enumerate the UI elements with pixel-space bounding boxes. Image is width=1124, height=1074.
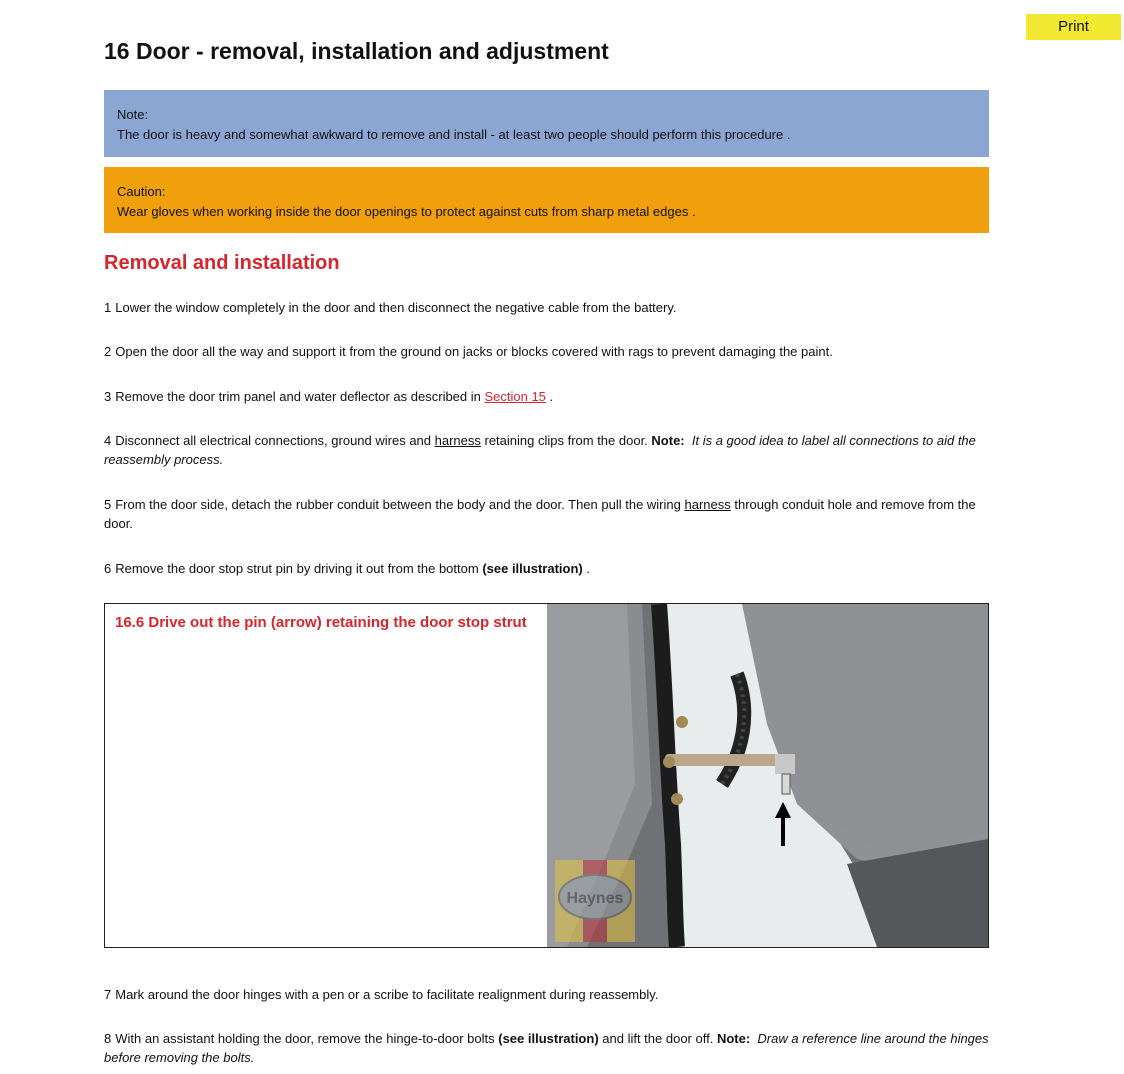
harness-term: harness [434, 433, 481, 448]
step-text-cont: retaining clips from the door. [480, 433, 652, 448]
step-text: Mark around the door hinges with a pen or a scribe to facilitate realignment during reassembly. [115, 987, 659, 1002]
page-title: 16 Door - removal, installation and adjustment [104, 38, 609, 64]
step-text: Disconnect all electrical connections, ground wires and [115, 433, 435, 448]
step-5 [104, 495, 989, 533]
step-text-cont: through conduit hole and remove from the door. [104, 497, 976, 531]
caution-label: Caution: [117, 184, 166, 199]
svg-text:Haynes: Haynes [566, 890, 624, 907]
step-2 [104, 342, 989, 361]
see-illustration-ref: (see illustration) [498, 1031, 603, 1046]
step-1 [104, 298, 989, 317]
step-3 [104, 387, 989, 406]
door-stop-strut-photo [547, 604, 988, 947]
step-number: 6 [104, 561, 112, 576]
step-6 [104, 559, 989, 578]
step-text-cont: and lift the door off. [602, 1031, 717, 1046]
step-number: 7 [104, 987, 112, 1002]
step-7 [104, 985, 989, 1004]
step-number: 1 [104, 300, 112, 315]
note-inline-text: Draw a reference line around the hinges before removing the bolts. [104, 1031, 989, 1065]
see-illustration-ref: (see illustration) [482, 561, 587, 576]
caution-box [104, 167, 989, 233]
note-text: The door is heavy and somewhat awkward to remove and install - at least two people should perform this procedure . [117, 127, 791, 142]
step-number: 2 [104, 344, 112, 359]
step-number: 3 [104, 389, 112, 404]
figure-caption: 16.6 Drive out the pin (arrow) retaining the door stop strut [115, 614, 527, 631]
note-box [104, 90, 989, 157]
door-stop-strut-illustration [547, 604, 988, 947]
figure-16-6 [104, 603, 989, 948]
step-text: From the door side, detach the rubber conduit between the body and the door. Then pull the wiring [115, 497, 685, 512]
note-inline-label: Note: [651, 433, 685, 448]
step-8 [104, 1029, 989, 1067]
step-text-end: . [586, 561, 590, 576]
section-15-link[interactable]: Section 15 [484, 389, 546, 404]
step-number: 4 [104, 433, 112, 448]
note-inline-label: Note: [716, 1031, 751, 1046]
print-button[interactable]: Print [1026, 14, 1121, 40]
section-heading: Removal and installation [104, 252, 340, 274]
step-text: Remove the door trim panel and water deflector as described in [115, 389, 485, 404]
harness-term: harness [684, 497, 731, 512]
step-number: 5 [104, 497, 112, 512]
step-number: 8 [104, 1031, 112, 1046]
note-inline-text: It is a good idea to label all connections to aid the reassembly process. [104, 433, 976, 467]
note-label: Note: [117, 107, 149, 122]
step-text: Open the door all the way and support it from the ground on jacks or blocks covered with rags to prevent damaging the paint. [115, 344, 833, 359]
caution-text: Wear gloves when working inside the door openings to protect against cuts from sharp metal edges . [117, 204, 696, 219]
step-4 [104, 431, 989, 469]
haynes-logo [555, 860, 635, 942]
step-text: Lower the window completely in the door and then disconnect the negative cable from the battery. [115, 300, 677, 315]
step-text: With an assistant holding the door, remove the hinge-to-door bolts [115, 1031, 499, 1046]
step-text-end: . [545, 389, 554, 404]
step-text: Remove the door stop strut pin by driving it out from the bottom [115, 561, 483, 576]
